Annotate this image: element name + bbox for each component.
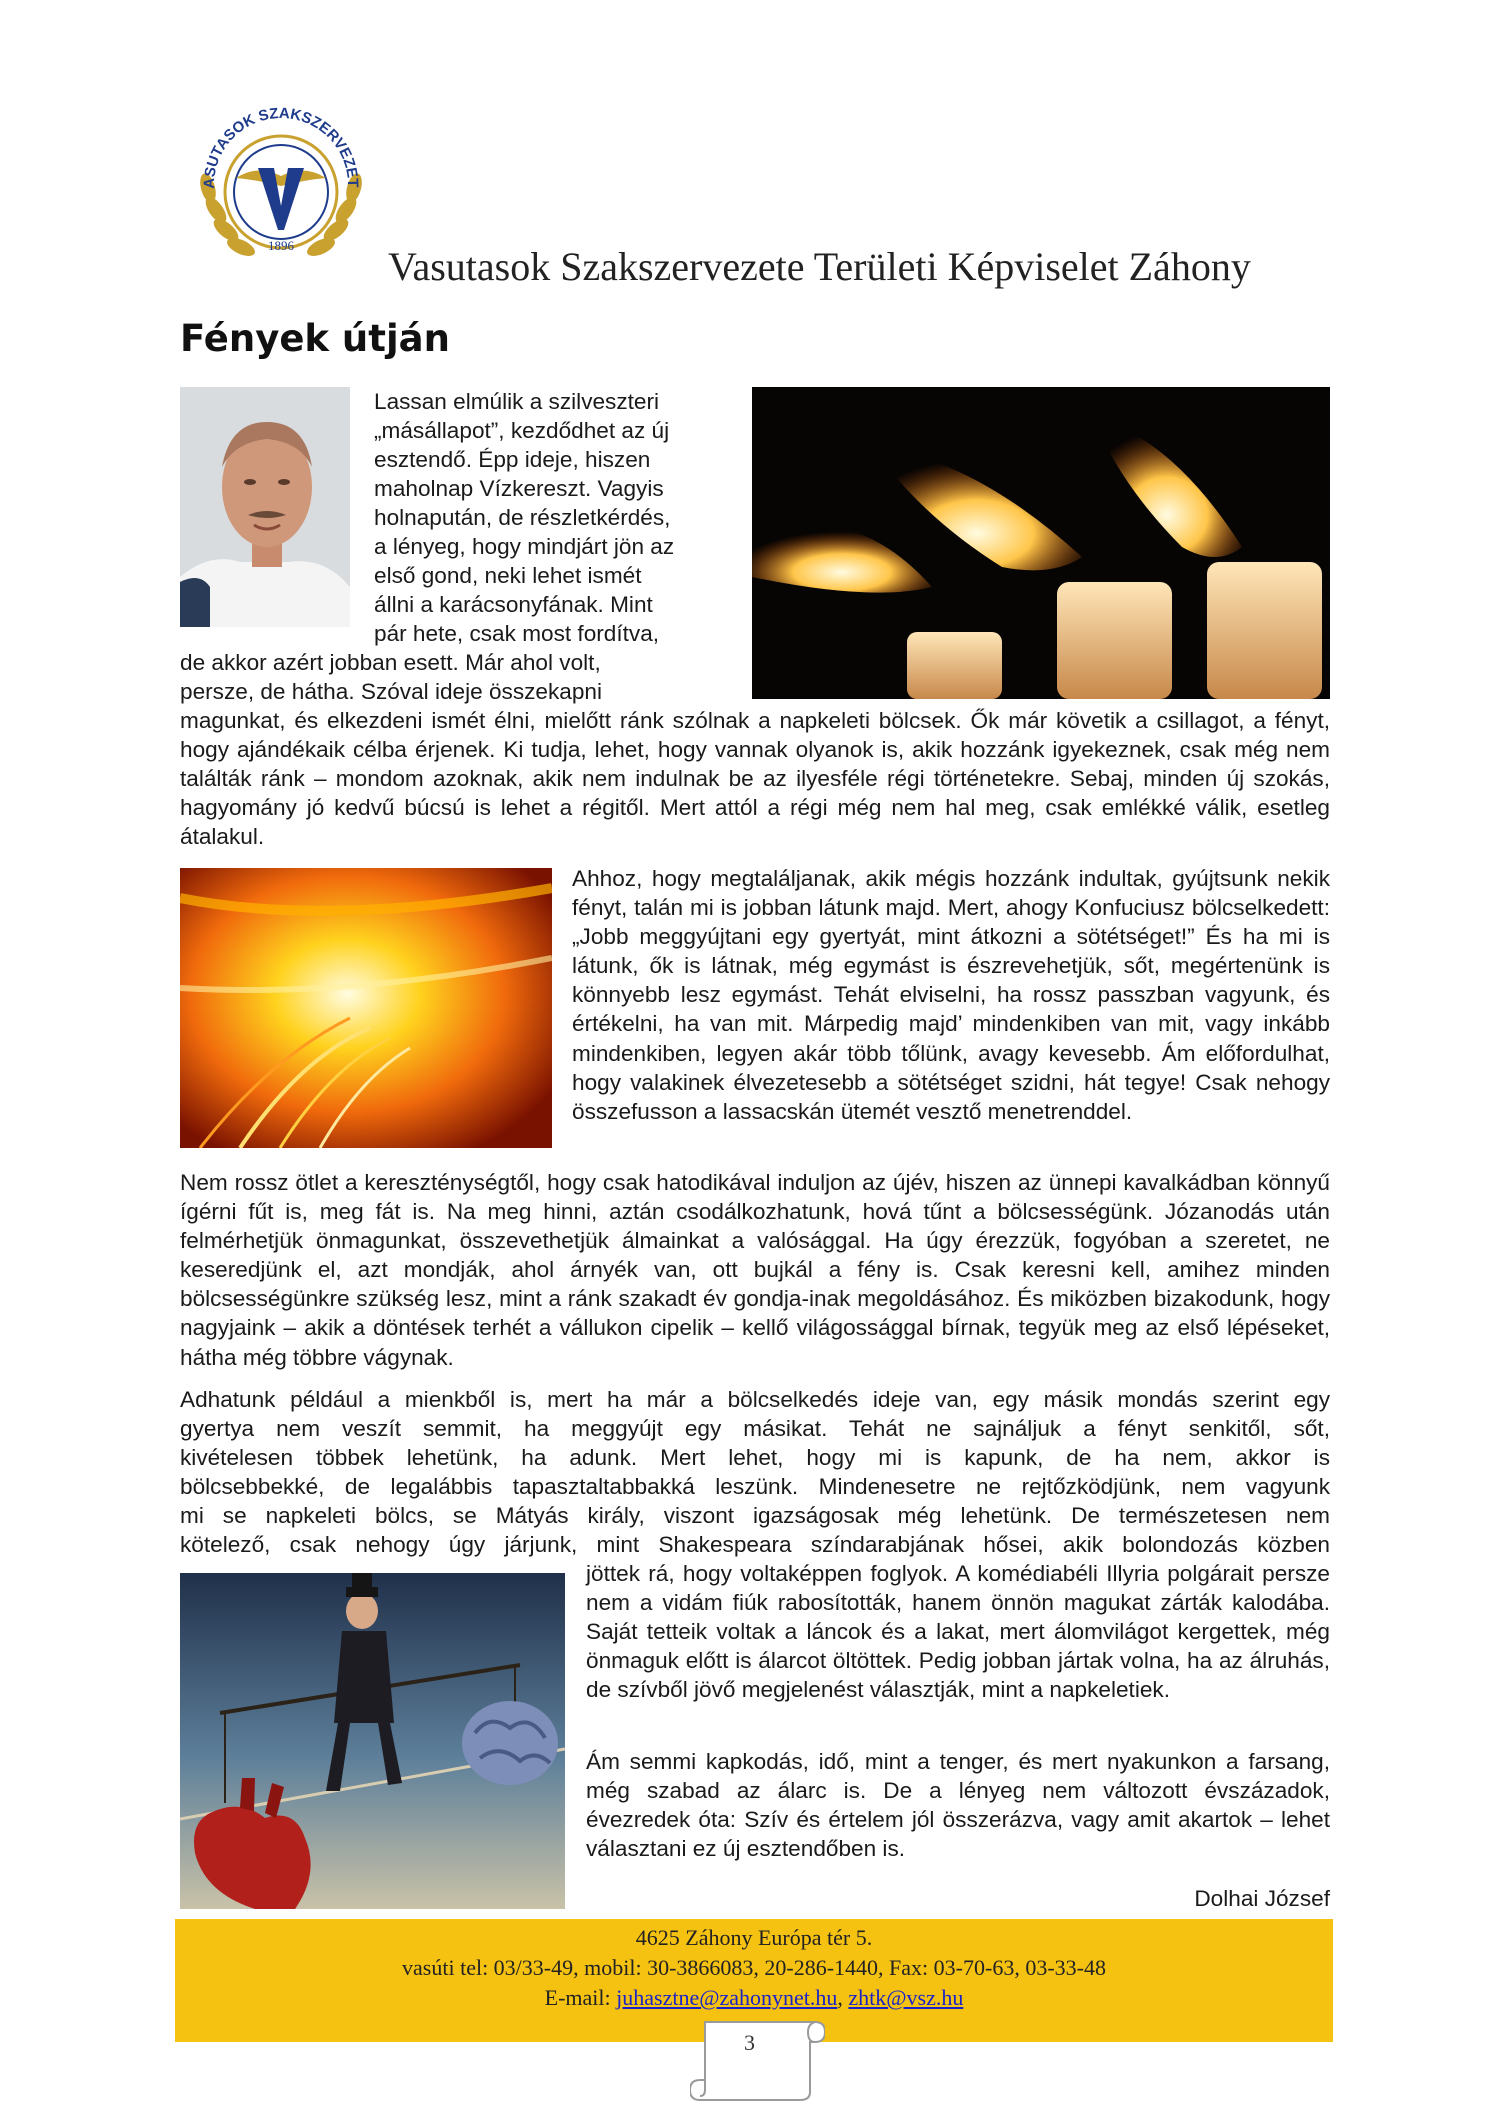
footer-address: 4625 Záhony Európa tér 5. bbox=[635, 1925, 873, 1950]
article-title: Fények útján bbox=[180, 317, 450, 360]
intro-line-wide: persze, de hátha. Szóval ideje összekapni bbox=[180, 679, 603, 704]
organization-title: Vasutasok Szakszervezete Területi Képviselet Záhony bbox=[388, 244, 1251, 289]
intro-line: pár hete, csak most fordítva, bbox=[374, 621, 660, 646]
light-burst-photo bbox=[180, 868, 552, 1148]
intro-line: maholnap Vízkereszt. Vagyis bbox=[374, 476, 664, 501]
paragraph-4-line: mi se napkeleti bölcs, se Mátyás király, viszont igazságosak még lehetünk. De természetesen nem bbox=[180, 1503, 1330, 1528]
paragraph-1-continuation: magunkat, és elkezdeni ismét élni, mielőtt ránk szólnak a napkeleti bölcsek. Ők már követik a csillagot, a fényt, hogy ajándékaik célba érjenek. Ki tudja, lehet, hogy vannak olyanok is, akik hozzánk igyekeznek, csak még nem találták ránk – mondom azoknak, akik nem indulnak be az ilyesféle régi történetekre. Sebaj, minden új szokás, hagyomány jó kedvű búcsú is lehet a régitől. Mert attól a régi még nem hal meg, csak emlékké válik, esetleg átalakul. bbox=[180, 708, 1330, 850]
paragraph-4-line: bölcsebbekké, de legalábbis tapasztaltabbakká leszünk. Mindenesetre ne rejtőzködjünk, nem vagyunk bbox=[180, 1474, 1330, 1499]
scroll-page-icon bbox=[690, 2012, 825, 2102]
page-number: 3 bbox=[744, 2030, 755, 2055]
intro-line: esztendő. Épp ideje, hiszen bbox=[374, 447, 651, 472]
intro-line: a lényeg, hogy mindjárt jön az bbox=[374, 534, 675, 559]
paragraph-2: Ahhoz, hogy megtaláljanak, akik mégis hozzánk indultak, gyújtsunk nekik fényt, talán mi is jobban látunk majd. Mert, ahogy Konfuciusz bölcselkedett: „Jobb meggyújtani egy gyertyát, mint átkozni a sötétséget!” És ha mi is látunk, ők is látnak, még egymást is észrevehetjük, sőt, megértenünk is könnyebb lesz egymást. Tehát elviselni, ha rossz passzban vagyunk, és értékelni, ha van mit. Márpedig majd’ mindenkiben van mit, vagy inkább mindenkiben, legyen akár több tőlünk, avagy kevesebb. Ám előfordulhat, hogy valakinek élvezetesebb a sötétséget szidni, hát tegye! Csak nehogy összefusson a lassacskán ütemét vesztő menetrenddel. bbox=[572, 866, 1330, 1124]
svg-text:VASUTASOK SZAKSZERVEZETE: ASUTASOK SZAKSZERVEZET bbox=[200, 104, 362, 189]
author-portrait-photo bbox=[180, 387, 350, 627]
candles-photo bbox=[752, 387, 1330, 699]
intro-line: állni a karácsonyfának. Mint bbox=[374, 592, 653, 617]
author-signature: Dolhai József bbox=[1194, 1886, 1330, 1911]
intro-line: első gond, neki lehet ismét bbox=[374, 563, 642, 588]
footer-phone-numbers: vasúti tel: 03/33-49, mobil: 30-3866083, 20-286-1440, Fax: 03-70-63, 03-33-48 bbox=[402, 1955, 1106, 1980]
paragraph-4-continuation: jöttek rá, hogy voltaképpen foglyok. A komédiabéli Illyria polgárait persze nem a vidám fiúk rabosították, hanem önnön magukat zárták kalodába. Saját tetteik voltak a láncok és a lakat, mert álomvilágot kergettek, még önmaguk előtt is álarcot öltöttek. Pedig jobban jártak volna, ha az álruhás, de szívből jövő megjelenést választják, mint a napkeletiek. bbox=[586, 1561, 1330, 1703]
paragraph-4-line: gyertya nem veszít semmit, ha meggyújt egy másikat. Tehát ne sajnáljuk a fényt senkitől, sőt, bbox=[180, 1416, 1330, 1441]
paragraph-3: Nem rossz ötlet a kereszténységtől, hogy csak hatodikával induljon az újév, hiszen az ünnepi kavalkádban könnyű ígérni fűt is, meg fát is. Na meg hinni, aztán csodálkozhatunk, hová tűnt a bölcsességünk. Józanodás után felmérhetjük önmagunkat, összevethetjük álmainkat a valósággal. Ha úgy érezzük, fogyóban a szeretet, ne keseredjünk el, azt mondják, ahol árnyék van, ott bujkál a fény is. Csak keresni kell, amihez minden bölcsességünkre szükség lesz, mint a ránk szakadt év gondja-inak megoldásához. És miközben bizakodunk, hogy nagyjaink – akik a döntések terhét a vállukon cipelik – kellő világossággal bírnak, tegyük meg az első lépéseket, hátha még többre vágynak. bbox=[180, 1170, 1330, 1370]
paragraph-4-line: kivételesen többek lehetünk, ha adunk. Mert lehet, hogy mi is kapunk, de ha nem, akkor is bbox=[180, 1445, 1330, 1470]
heart-brain-tightrope-illustration bbox=[180, 1573, 565, 1909]
svg-text:1896: 1896 bbox=[268, 238, 294, 253]
email-link-juhasztne[interactable]: juhasztne@zahonynet.hu bbox=[616, 1985, 838, 2010]
union-logo bbox=[186, 90, 376, 280]
email-label: E-mail: bbox=[544, 1985, 611, 2010]
paragraph-4-line: Adhatunk például a mienkből is, mert ha már a bölcselkedés ideje van, egy másik mondás szerint egy bbox=[180, 1387, 1330, 1412]
intro-line: holnapután, de részletkérdés, bbox=[374, 505, 671, 530]
intro-line: „másállapot”, kezdődhet az új bbox=[374, 418, 670, 443]
intro-line-wide: de akkor azért jobban esett. Már ahol volt, bbox=[180, 650, 601, 675]
footer-email-line bbox=[175, 1983, 1333, 2013]
paragraph-5: Ám semmi kapkodás, idő, mint a tenger, és mert nyakunkon a farsang, még szabad az álarc is. De a lényeg nem változott évszázadok, évezredek óta: Szív és értelem jól összerázva, vagy amit akartok – lehet választani ez új esztendőben is. bbox=[586, 1749, 1330, 1862]
email-link-zhtk[interactable]: zhtk@vsz.hu bbox=[848, 1985, 964, 2010]
intro-line: Lassan elmúlik a szilveszteri bbox=[374, 389, 660, 414]
paragraph-4-line: kötelező, csak nehogy úgy járjunk, mint Shakespeara színdarabjának hősei, akik bolondozás közben bbox=[180, 1532, 1330, 1557]
email-separator: , bbox=[837, 1985, 843, 2010]
